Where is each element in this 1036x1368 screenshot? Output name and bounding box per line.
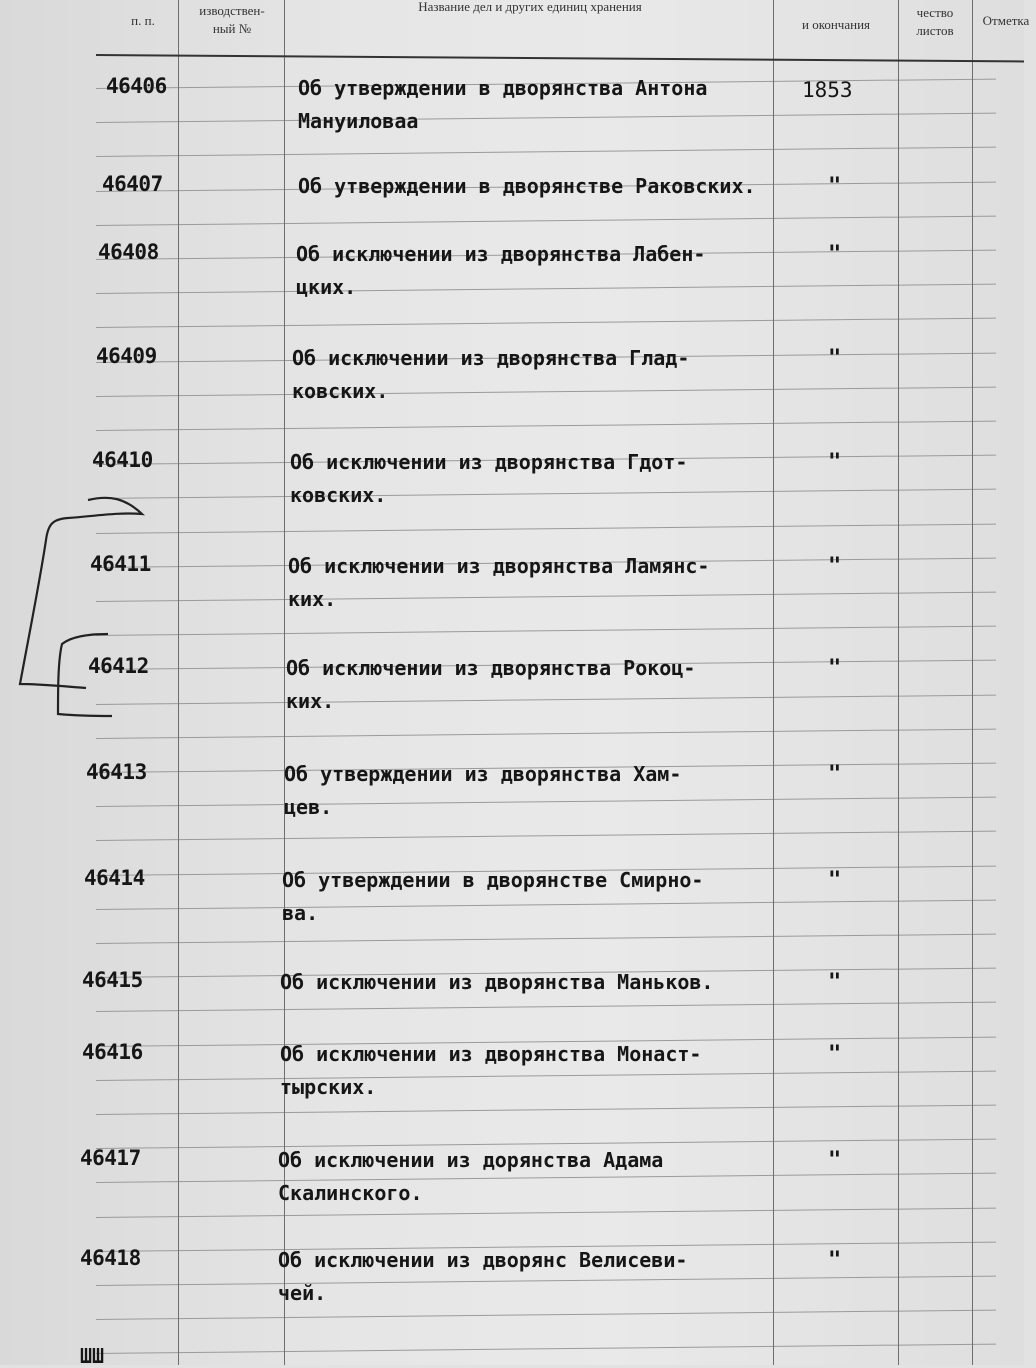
- header-dates: и окончания: [801, 17, 871, 32]
- entry-number: 46415: [82, 968, 143, 992]
- entry-number: 46418: [80, 1246, 141, 1270]
- entry-title: Об исключении из дворянс Велисеви- чей.: [278, 1248, 688, 1305]
- entry-number: 46407: [102, 172, 163, 196]
- entry-title: Об исключении из дворянства Монаст- тырских.: [280, 1042, 702, 1099]
- ditto-mark: ": [828, 1042, 842, 1067]
- entry-number: 46408: [98, 240, 159, 264]
- header-prod-number: изводствен- ный №: [199, 3, 265, 36]
- entry-title: Об исключении из дворянства Лабен- цких.: [296, 242, 706, 299]
- header-notes: Отметка: [982, 13, 1030, 28]
- entry-number: 46410: [92, 448, 153, 472]
- entry-year: 1853: [802, 78, 853, 102]
- entry-number: 46411: [90, 552, 151, 576]
- ditto-mark: ": [828, 554, 842, 579]
- entry-title: Об исключении из дворянства Ламянс- ких.: [288, 554, 710, 611]
- entry-title: Об утверждении в дворянстве Смирно- ва.: [282, 868, 704, 925]
- entry-title: Об утверждении из дворянства Хам- цев.: [284, 762, 682, 819]
- entry-title: Об утверждении в дворянства Антона Мануиловаа: [298, 76, 708, 133]
- ditto-mark: ": [828, 1148, 842, 1173]
- entry-number: 46417: [80, 1146, 141, 1170]
- ditto-mark: ": [828, 242, 842, 267]
- entry-title: Об исключении из дорянства Адама Скалинского.: [278, 1148, 664, 1205]
- entry-title: Об утверждении в дворянстве Раковских.: [298, 174, 756, 198]
- header-title: Название дел и других единиц хранения: [418, 0, 642, 14]
- entry-number: 46413: [86, 760, 147, 784]
- ditto-mark: ": [828, 450, 842, 475]
- entry-number: 46412: [88, 654, 149, 678]
- ditto-mark: ": [828, 346, 842, 371]
- ditto-mark: ": [828, 868, 842, 893]
- header-pp: п. п.: [131, 13, 155, 28]
- footer-mark: ШШ: [80, 1344, 105, 1368]
- entry-number: 46409: [96, 344, 157, 368]
- header-sheets: чество листов: [916, 5, 954, 38]
- ditto-mark: ": [828, 1248, 842, 1273]
- ditto-mark: ": [828, 656, 842, 681]
- entry-title: Об исключении из дворянства Рокоц- ких.: [286, 656, 696, 713]
- entry-number: 46416: [82, 1040, 143, 1064]
- entry-title: Об исключении из дворянства Глад- ковских.: [292, 346, 690, 403]
- entry-number: 46414: [84, 866, 145, 890]
- ditto-mark: ": [828, 762, 842, 787]
- entry-title: Об исключении из дворянства Маньков.: [280, 970, 714, 994]
- entry-title: Об исключении из дворянства Гдот- ковских.: [290, 450, 688, 507]
- entry-number: 46406: [106, 74, 167, 98]
- ditto-mark: ": [828, 174, 842, 199]
- ditto-mark: ": [828, 970, 842, 995]
